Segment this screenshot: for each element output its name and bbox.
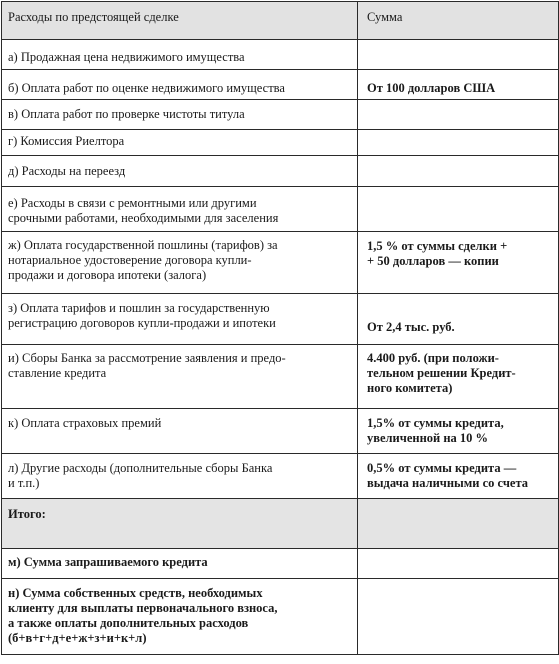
row-label: з) Оплата тарифов и пошлин за государственную регистрацию договоров купли-продажи и ипотеки — [2, 294, 358, 345]
row-amount — [358, 187, 559, 232]
own-funds-amount — [358, 579, 559, 655]
total-amount — [358, 499, 559, 549]
row-label: г) Комиссия Риелтора — [2, 130, 358, 156]
table-row — [2, 187, 559, 232]
row-amount: От 2,4 тыс. руб. — [358, 294, 559, 345]
table-row — [2, 454, 559, 499]
table-header-row — [2, 2, 559, 40]
header-expenses: Расходы по предстоящей сделке — [2, 2, 358, 40]
loan-amount — [358, 549, 559, 579]
row-label: и) Сборы Банка за рассмотрение заявления и предо- ставление кредита — [2, 345, 358, 409]
row-label: б) Оплата работ по оценке недвижимого имущества — [2, 70, 358, 100]
row-label: е) Расходы в связи с ремонтными или другими срочными работами, необходимыми для заселения — [2, 187, 358, 232]
expenses-table — [1, 1, 559, 655]
row-amount — [358, 40, 559, 70]
row-amount: 0,5% от суммы кредита — выдача наличными со счета — [358, 454, 559, 499]
row-amount — [358, 100, 559, 130]
row-amount — [358, 156, 559, 187]
own-funds-row — [2, 579, 559, 655]
row-amount: 4.400 руб. (при положи- тельном решении Кредит- ного комитета) — [358, 345, 559, 409]
total-label: Итого: — [2, 499, 358, 549]
table-row — [2, 409, 559, 454]
table-row — [2, 40, 559, 70]
row-label: д) Расходы на переезд — [2, 156, 358, 187]
own-funds-label: н) Сумма собственных средств, необходимых клиенту для выплаты первоначального взноса, а также оплаты дополнительных расходов (б+в+г+д+е+ж+з+и+к+л) — [2, 579, 358, 655]
row-label: к) Оплата страховых премий — [2, 409, 358, 454]
loan-label: м) Сумма запрашиваемого кредита — [2, 549, 358, 579]
row-amount — [358, 130, 559, 156]
row-amount: 1,5 % от суммы сделки + + 50 долларов — копии — [358, 232, 559, 294]
row-label: ж) Оплата государственной пошлины (тарифов) за нотариальное удостоверение договора купли- продажи и договора ипотеки (залога) — [2, 232, 358, 294]
row-label: в) Оплата работ по проверке чистоты титула — [2, 100, 358, 130]
table-row — [2, 345, 559, 409]
table-row — [2, 70, 559, 100]
row-label: а) Продажная цена недвижимого имущества — [2, 40, 358, 70]
table-row — [2, 100, 559, 130]
row-label: л) Другие расходы (дополнительные сборы Банка и т.п.) — [2, 454, 358, 499]
total-row — [2, 499, 559, 549]
table-row — [2, 130, 559, 156]
row-amount: От 100 долларов США — [358, 70, 559, 100]
header-amount: Сумма — [358, 2, 559, 40]
loan-row — [2, 549, 559, 579]
table-row — [2, 232, 559, 294]
row-amount: 1,5% от суммы кредита, увеличенной на 10 % — [358, 409, 559, 454]
table-row — [2, 156, 559, 187]
table-row — [2, 294, 559, 345]
